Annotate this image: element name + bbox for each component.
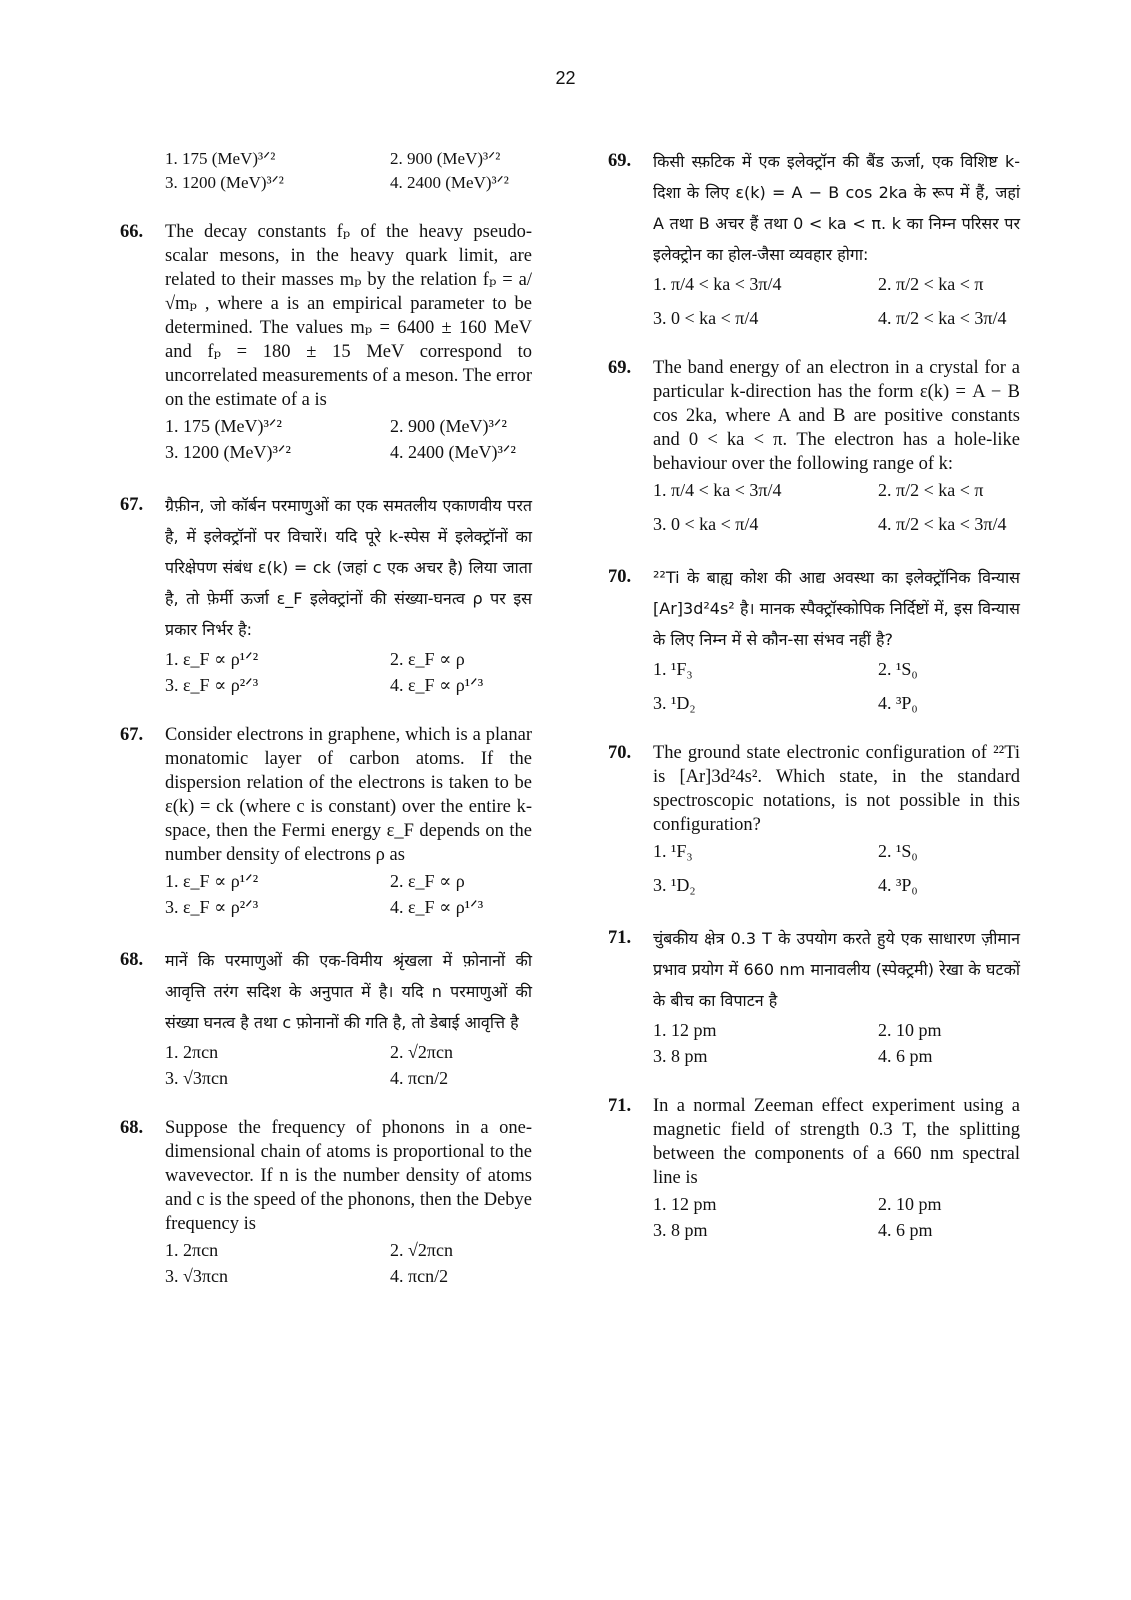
question-stem: The ground state electronic configuration of ²²Ti is [Ar]3d²4s². Which state, in the standard spectroscopic notations, is not possible in this configuration? xyxy=(653,743,1020,835)
option: 2. 10 pm xyxy=(878,1194,942,1214)
option: 2. 900 (MeV)³ᐟ² xyxy=(390,149,501,168)
question-68-hindi xyxy=(120,945,532,1090)
question-65-continuation-options xyxy=(120,148,532,194)
option: 1. ε_F ∝ ρ¹ᐟ² xyxy=(165,871,259,891)
question-number: 69. xyxy=(608,151,632,171)
option: 3. √3πcn xyxy=(165,1266,228,1286)
question-stem: The band energy of an electron in a crystal for a particular k-direction has the form ε(k) = A − B cos 2ka, where A and B are positive constants and 0 < ka < π. The electron has a hole-like behaviour over the following range of k: xyxy=(653,358,1020,474)
option: 3. 1200 (MeV)³ᐟ² xyxy=(165,442,291,462)
option: 4. 6 pm xyxy=(878,1220,933,1240)
question-71-hindi xyxy=(608,923,1020,1068)
option: 3. 8 pm xyxy=(653,1046,708,1066)
option: 3. ¹D₂ xyxy=(653,875,696,895)
option: 4. 2400 (MeV)³ᐟ² xyxy=(390,442,516,462)
option: 2. ¹S₀ xyxy=(878,659,918,679)
option: 2. 10 pm xyxy=(878,1020,942,1040)
option: 4. 6 pm xyxy=(878,1046,933,1066)
option: 3. 0 < ka < π/4 xyxy=(653,308,759,328)
option: 1. 12 pm xyxy=(653,1020,717,1040)
question-number: 66. xyxy=(120,222,144,242)
question-number: 70. xyxy=(608,743,632,763)
option: 1. 175 (MeV)³ᐟ² xyxy=(165,416,282,436)
question-stem: In a normal Zeeman effect experiment using a magnetic field of strength 0.3 T, the splitting between the components of a 660 nm spectral line is xyxy=(653,1096,1020,1188)
option: 4. ε_F ∝ ρ¹ᐟ³ xyxy=(390,675,484,695)
question-66-english xyxy=(120,220,532,464)
question-67-hindi xyxy=(120,490,532,697)
option: 2. √2πcn xyxy=(390,1042,453,1062)
option: 2. π/2 < ka < π xyxy=(878,480,984,500)
option: 2. π/2 < ka < π xyxy=(878,274,984,294)
question-stem: ग्रैफ़ीन, जो कॉर्बन परमाणुओं का एक समतलीय एकाणवीय परत है, में इलेक्ट्रॉनों पर विचारें। यदि पूरे k-स्पेस में इलेक्ट्रॉनों का परिक्षेपण संबंध ε(k) = ck (जहां c एक अचर है) लिया जाता है, तो फ़ेर्मी ऊर्जा ε_F इलेक्ट्रांनों की संख्या-घनत्व ρ पर इस प्रकार निर्भर है: xyxy=(165,496,532,639)
question-number: 68. xyxy=(120,950,144,970)
left-column xyxy=(120,146,532,1314)
right-column xyxy=(608,146,1020,1268)
question-stem: The decay constants fₚ of the heavy pseudo-scalar mesons, in the heavy quark limit, are related to their masses mₚ by the relation fₚ = a/√mₚ , where a is an empirical parameter to be determined. The values mₚ = 6400 ± 160 MeV and fₚ = 180 ± 15 MeV correspond to uncorrelated measurements of a meson. The error on the estimate of a is xyxy=(165,222,532,410)
option: 1. 2πcn xyxy=(165,1042,219,1062)
option: 4. π/2 < ka < 3π/4 xyxy=(878,514,1007,534)
option: 3. ε_F ∝ ρ²ᐟ³ xyxy=(165,897,259,917)
question-number: 67. xyxy=(120,725,144,745)
option: 1. ε_F ∝ ρ¹ᐟ² xyxy=(165,649,259,669)
question-number: 68. xyxy=(120,1118,144,1138)
option: 3. ¹D₂ xyxy=(653,693,696,713)
option: 2. √2πcn xyxy=(390,1240,453,1260)
option: 1. ¹F₃ xyxy=(653,659,693,679)
option: 2. ε_F ∝ ρ xyxy=(390,871,465,891)
page-number: 22 xyxy=(555,68,576,88)
question-number: 67. xyxy=(120,495,144,515)
option: 2. 900 (MeV)³ᐟ² xyxy=(390,416,507,436)
option: 4. 2400 (MeV)³ᐟ² xyxy=(390,173,509,192)
question-stem: Consider electrons in graphene, which is a planar monatomic layer of carbon atoms. If the dispersion relation of the electrons is taken to be ε(k) = ck (where c is constant) over the entire k-space, then the Fermi energy ε_F depends on the number density of electrons ρ as xyxy=(165,725,532,865)
question-70-english xyxy=(608,741,1020,897)
option: 1. 175 (MeV)³ᐟ² xyxy=(165,149,276,168)
question-number: 71. xyxy=(608,928,632,948)
option: 1. π/4 < ka < 3π/4 xyxy=(653,480,782,500)
option: 4. πcn/2 xyxy=(390,1068,449,1088)
option: 1. π/4 < ka < 3π/4 xyxy=(653,274,782,294)
option: 2. ¹S₀ xyxy=(878,841,918,861)
option: 3. 1200 (MeV)³ᐟ² xyxy=(165,173,284,192)
option: 2. ε_F ∝ ρ xyxy=(390,649,465,669)
option: 4. ³P₀ xyxy=(878,875,918,895)
question-69-english xyxy=(608,356,1020,536)
question-68-english xyxy=(120,1116,532,1288)
question-stem: Suppose the frequency of phonons in a one-dimensional chain of atoms is proportional to the wavevector. If n is the number density of atoms and c is the speed of the phonons, then the Debye frequency is xyxy=(165,1118,532,1234)
question-67-english xyxy=(120,723,532,919)
option: 1. 12 pm xyxy=(653,1194,717,1214)
option: 1. 2πcn xyxy=(165,1240,219,1260)
question-stem: किसी स्फ़टिक में एक इलेक्ट्रॉन की बैंड ऊर्जा, एक विशिष्ट k-दिशा के लिए ε(k) = A − B cos 2ka के रूप में हैं, जहां A तथा B अचर हैं तथा 0 < ka < π. k का निम्न परिसर पर इलेक्ट्रोन का होल-जैसा व्यवहार होगा: xyxy=(653,152,1020,264)
question-number: 70. xyxy=(608,567,632,587)
question-number: 69. xyxy=(608,358,632,378)
question-stem: ²²Ti के बाह्य कोश की आद्य अवस्था का इलेक्ट्रॉनिक विन्यास [Ar]3d²4s² है। मानक स्पैक्ट्रॉस्कोपिक निर्दिष्टों में, इस विन्यास के लिए निम्न में से कौन-सा संभव नहीं है? xyxy=(653,568,1020,649)
question-71-english xyxy=(608,1094,1020,1242)
option: 3. 8 pm xyxy=(653,1220,708,1240)
option: 4. π/2 < ka < 3π/4 xyxy=(878,308,1007,328)
option: 3. ε_F ∝ ρ²ᐟ³ xyxy=(165,675,259,695)
option: 4. ε_F ∝ ρ¹ᐟ³ xyxy=(390,897,484,917)
question-69-hindi xyxy=(608,146,1020,330)
question-stem: मानें कि परमाणुओं की एक-विमीय श्रृंखला में फ़ोनानों की आवृत्ति तरंग सदिश के अनुपात में है। यदि n परमाणुओं की संख्या घनत्व है तथा c फ़ोनानों की गति है, तो डेबाई आवृत्ति है xyxy=(165,951,532,1032)
option: 3. √3πcn xyxy=(165,1068,228,1088)
option: 4. ³P₀ xyxy=(878,693,918,713)
question-70-hindi xyxy=(608,562,1020,715)
option: 3. 0 < ka < π/4 xyxy=(653,514,759,534)
question-number: 71. xyxy=(608,1096,632,1116)
question-stem: चुंबकीय क्षेत्र 0.3 T के उपयोग करते हुये एक साधारण ज़ीमान प्रभाव प्रयोग में 660 nm मानावलीय (स्पेक्ट्रमी) रेखा के घटकों के बीच का विपाटन है xyxy=(653,929,1020,1010)
option: 4. πcn/2 xyxy=(390,1266,449,1286)
option: 1. ¹F₃ xyxy=(653,841,693,861)
